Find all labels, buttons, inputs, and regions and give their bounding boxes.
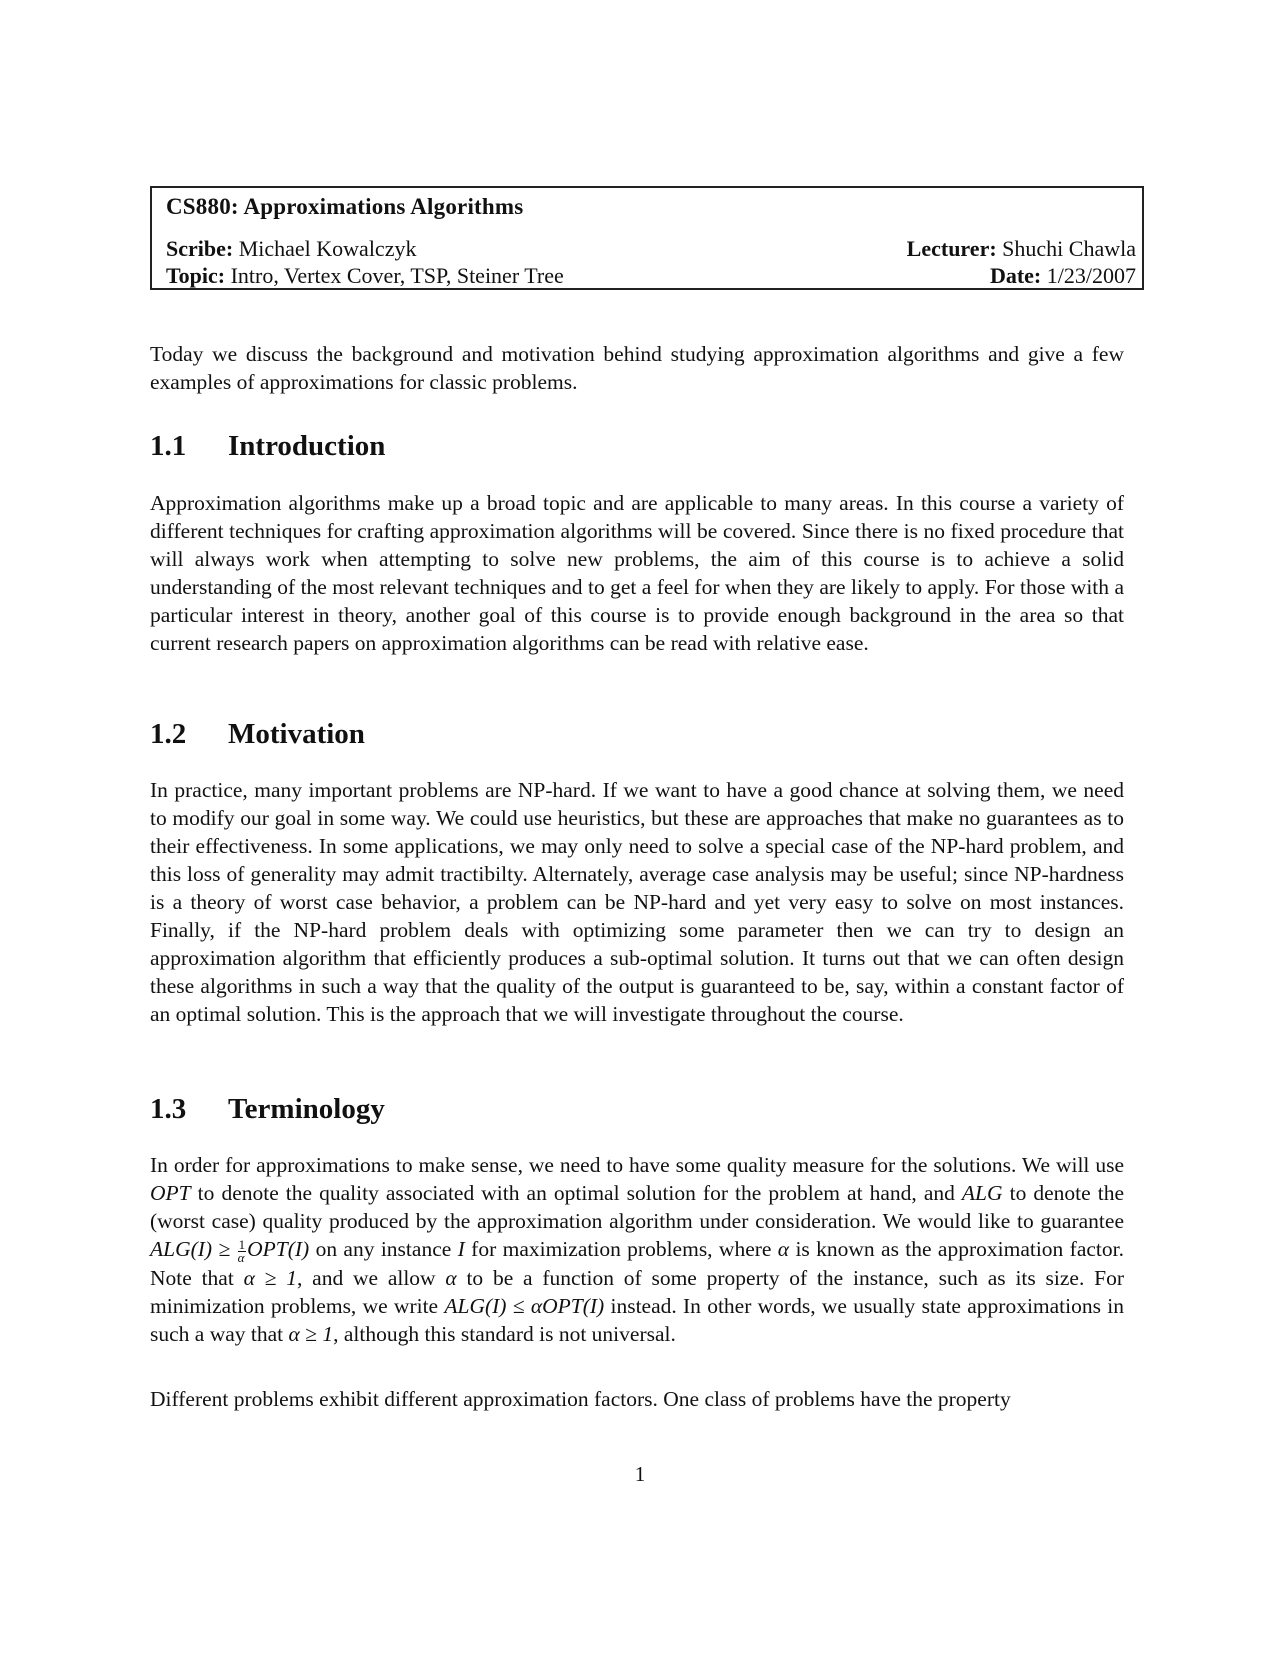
intro-paragraph: Today we discuss the background and motivation behind studying approximation algorithms and give a few examples of approximations for classic problems. bbox=[150, 342, 1124, 394]
header-row-scribe-lecturer bbox=[166, 236, 1136, 262]
header-row-topic-date bbox=[166, 263, 1136, 289]
paragraph bbox=[150, 1151, 1124, 1348]
section-title: Terminology bbox=[228, 1093, 385, 1125]
section-number: 1.2 bbox=[150, 718, 187, 750]
math-alpha-geq-one: α ≥ 1 bbox=[288, 1321, 334, 1346]
date-field bbox=[990, 263, 1136, 289]
text-run: on any instance bbox=[309, 1237, 458, 1261]
continuation-paragraph: Different problems exhibit different approximation factors. One class of problems have the property bbox=[150, 1387, 1011, 1411]
text-run: instead. In other words, we usually state approximations in such a way that bbox=[150, 1293, 1124, 1346]
section-heading-motivation bbox=[150, 718, 1124, 751]
date-label: Date: bbox=[989, 263, 1042, 288]
date-text: 1/23/2007 bbox=[1046, 263, 1136, 288]
math-instance: I bbox=[457, 1237, 465, 1261]
math-fraction bbox=[237, 1236, 247, 1265]
math-alpha: α bbox=[445, 1265, 457, 1290]
section-body-motivation bbox=[150, 776, 1124, 1028]
page-number: 1 bbox=[634, 1462, 646, 1486]
text-run: for maximization problems, where bbox=[464, 1237, 778, 1261]
lecture-header-box bbox=[150, 186, 1144, 290]
scribe-name: Michael Kowalczyk bbox=[238, 236, 417, 261]
text-run: to denote the (worst case) quality produced by the approximation algorithm under consideration. We would like to guarantee bbox=[150, 1181, 1124, 1233]
fraction-numerator: 1 bbox=[238, 1236, 246, 1252]
math-eq-max-left: ALG(I) ≥ bbox=[150, 1237, 237, 1261]
text-run: In order for approximations to make sense, we need to have some quality measure for the solutions. We will use bbox=[150, 1153, 1124, 1177]
section-body-introduction bbox=[150, 489, 1124, 657]
section-title: Introduction bbox=[228, 430, 386, 462]
section-heading-terminology bbox=[150, 1093, 1124, 1126]
intro-block bbox=[150, 340, 1124, 396]
text-run: , and we allow bbox=[297, 1265, 446, 1290]
section-number: 1.3 bbox=[150, 1093, 187, 1125]
paragraph: Approximation algorithms make up a broad topic and are applicable to many areas. In this course a variety of different techniques for crafting approximation algorithms will be covered. Since there is no fixed procedure that will always work when attempting to solve new problems, the aim of this course is to achieve a solid understanding of the most relevant techniques and to get a feel for when they are likely to apply. For those with a particular interest in theory, another goal of this course is to provide enough background in the area so that current research papers on approximation algorithms can be read with relative ease. bbox=[150, 491, 1124, 655]
paragraph: In practice, many important problems are NP-hard. If we want to have a good chance at solving them, we need to modify our goal in some way. We could use heuristics, but these are approaches that make no guarantees as to their effectiveness. In some applications, we may only need to solve a special case of the NP-hard problem, and this loss of generality may admit tractibilty. Alternately, average case analysis may be useful; since NP-hardness is a theory of worst case behavior, a problem can be NP-hard and yet very easy to solve on most instances. Finally, if the NP-hard problem deals with optimizing some parameter then we can try to design an approximation algorithm that efficiently produces a sub-optimal solution. It turns out that we can often design these algorithms in such a way that the quality of the output is guaranteed to be, say, within a constant factor of an optimal solution. This is the approach that we will investigate throughout the course. bbox=[150, 778, 1124, 1026]
scribe-label: Scribe: bbox=[166, 236, 234, 261]
course-title: CS880: Approximations Algorithms bbox=[166, 194, 524, 219]
lecturer-name: Shuchi Chawla bbox=[1002, 236, 1136, 261]
scribe-field bbox=[166, 236, 416, 262]
topic-field bbox=[166, 263, 564, 289]
section-body-terminology bbox=[150, 1151, 1124, 1348]
lecturer-field bbox=[907, 236, 1136, 262]
section-number: 1.1 bbox=[150, 430, 187, 462]
continuation-block bbox=[150, 1385, 1124, 1413]
topic-text: Intro, Vertex Cover, TSP, Steiner Tree bbox=[230, 263, 564, 288]
math-alpha: α bbox=[777, 1237, 790, 1261]
text-run: to denote the quality associated with an optimal solution for the problem at hand, and bbox=[190, 1181, 962, 1205]
fraction-denominator: α bbox=[237, 1249, 245, 1265]
math-alg: ALG bbox=[961, 1181, 1003, 1205]
text-run: , although this standard is not universal. bbox=[333, 1321, 676, 1346]
section-title: Motivation bbox=[228, 718, 365, 750]
lecturer-label: Lecturer: bbox=[906, 236, 997, 261]
math-eq-min: ALG(I) ≤ αOPT(I) bbox=[444, 1293, 605, 1318]
math-opt: OPT bbox=[150, 1181, 191, 1205]
text-run: to be a function of some property of the instance, such as its size. For minimization problems, we write bbox=[150, 1265, 1124, 1318]
math-alpha-geq-one: α ≥ 1 bbox=[243, 1265, 297, 1290]
math-eq-max-right: OPT(I) bbox=[247, 1237, 310, 1261]
topic-label: Topic: bbox=[166, 263, 226, 288]
text-run: is known as the approximation factor. Note that bbox=[150, 1237, 1124, 1290]
section-heading-introduction bbox=[150, 430, 1124, 463]
